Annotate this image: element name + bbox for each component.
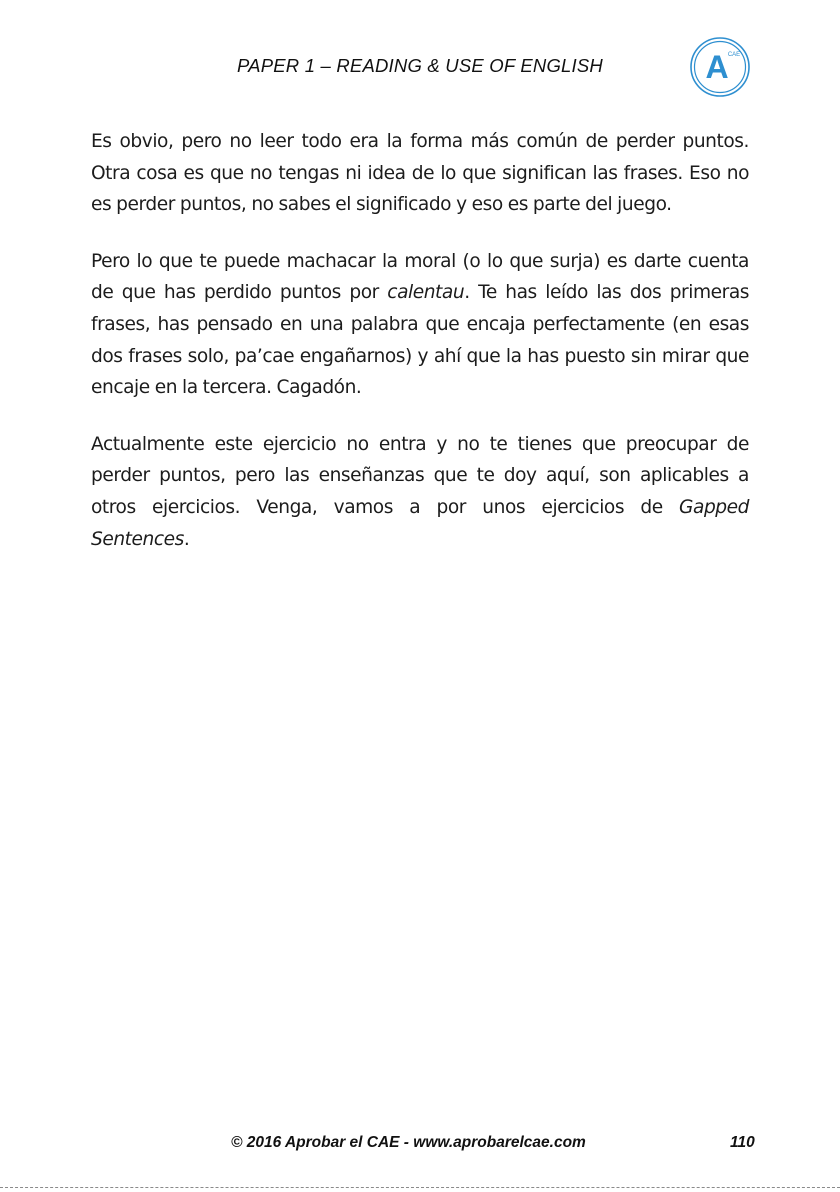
running-header: PAPER 1 – READING & USE OF ENGLISH (237, 55, 603, 76)
body-text (91, 126, 749, 580)
logo-letter: A (705, 49, 729, 85)
footer-copyright: © 2016 Aprobar el CAE - www.aprobarelcae.com (231, 1134, 586, 1151)
paragraph-2-text-b: . Te has leído las dos primeras frases, has pensado en una palabra que encaja perfectamente (en esas dos frases solo, pa’cae engañarnos) y ahí que la has puesto sin mirar que encaje en la tercera. Cagadón. (91, 282, 749, 399)
paragraph-2-italic: calentau (387, 282, 465, 304)
paragraph-3-italic: Gapped Sentences (91, 496, 749, 550)
cae-badge-icon (689, 36, 751, 98)
paragraph-2 (91, 246, 749, 404)
paragraph-1-text: Es obvio, pero no leer todo era la forma más común de perder puntos. Otra cosa es que no tengas ni idea de lo que significan las frases. Eso no es perder puntos, no sabes el significado y eso es parte del juego. (91, 131, 749, 216)
logo-tag: CAE (727, 52, 741, 58)
page-bottom-rule (0, 1187, 840, 1188)
paragraph-3-text-b: . (183, 528, 190, 550)
paragraph-2-text-a: Pero lo que te puede machacar la moral (o lo que surja) es darte cuenta de que has perdido puntos por (91, 250, 749, 304)
paragraph-3-text-a: Actualmente este ejercicio no entra y no te tienes que preocupar de perder puntos, pero las enseñanzas que te doy aquí, son aplicables a otros ejercicios. Venga, vamos a por unos ejercicios de (91, 433, 749, 518)
paragraph-1 (91, 126, 749, 221)
paragraph-3 (91, 429, 749, 555)
page-number: 110 (730, 1134, 755, 1151)
